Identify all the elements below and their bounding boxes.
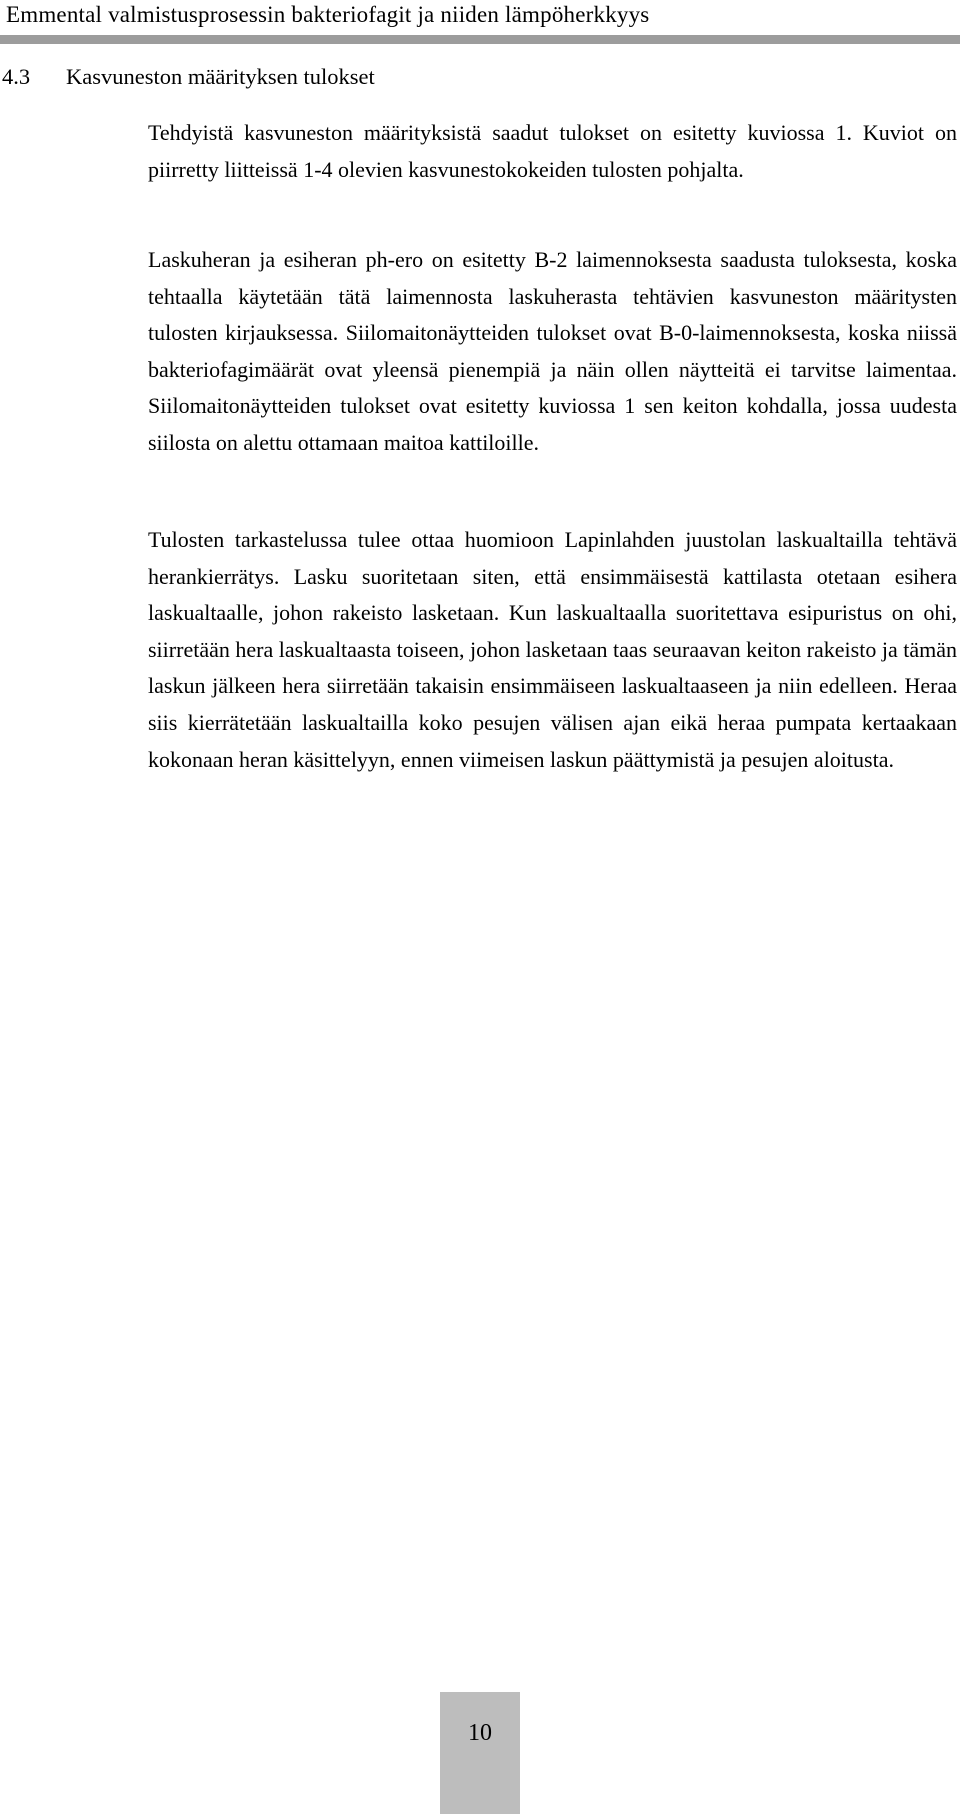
- section-title: Kasvuneston määrityksen tulokset: [66, 64, 375, 89]
- header-divider: [0, 35, 960, 44]
- paragraph: Tehdyistä kasvuneston määrityksistä saadut tulokset on esitetty kuviossa 1. Kuviot on piirretty liitteissä 1-4 olevien kasvunestokokeiden tulosten pohjalta.: [148, 120, 957, 182]
- document-title: Emmental valmistusprosessin bakteriofagit ja niiden lämpöherkkyys: [6, 2, 650, 27]
- section-heading: [2, 62, 375, 92]
- paragraph: Laskuheran ja esiheran ph-ero on esitetty B-2 laimennoksesta saadusta tuloksesta, koska tehtaalla käytetään tätä laimennosta laskuherasta tehtävien kasvuneston määritysten tulosten kirjauksessa. Siilomaitonäytteiden tulokset ovat B-0-laimennoksesta, koska niissä bakteriofagimäärät ovat yleensä pienempiä ja näin ollen näytteitä ei tarvitse laimentaa. Siilomaitonäytteiden tulokset ovat esitetty kuviossa 1 sen keiton kohdalla, jossa uudesta siilosta on alettu ottamaan maitoa kattiloille.: [148, 247, 957, 455]
- page-number: 10: [468, 1720, 492, 1746]
- section-number: 4.3: [2, 64, 31, 89]
- paragraph: Tulosten tarkastelussa tulee ottaa huomioon Lapinlahden juustolan laskualtailla tehtävä herankierrätys. Lasku suoritetaan siten, että ensimmäisestä kattilasta otetaan esihera laskualtaalle, johon rakeisto lasketaan. Kun laskualtaalla suoritettava esipuristus on ohi, siirretään hera laskualtaasta toiseen, johon lasketaan taas seuraavan keiton rakeisto ja tämän laskun jälkeen hera siirretään takaisin ensimmäiseen laskualtaaseen ja niin edelleen. Heraa siis kierrätetään laskualtailla koko pesujen välisen ajan eikä heraa pumpata kertaakaan kokonaan heran käsittelyyn, ennen viimeisen laskun päättymistä ja pesujen aloitusta.: [148, 527, 957, 772]
- page-number-box: [440, 1692, 520, 1814]
- page-header: [0, 0, 960, 42]
